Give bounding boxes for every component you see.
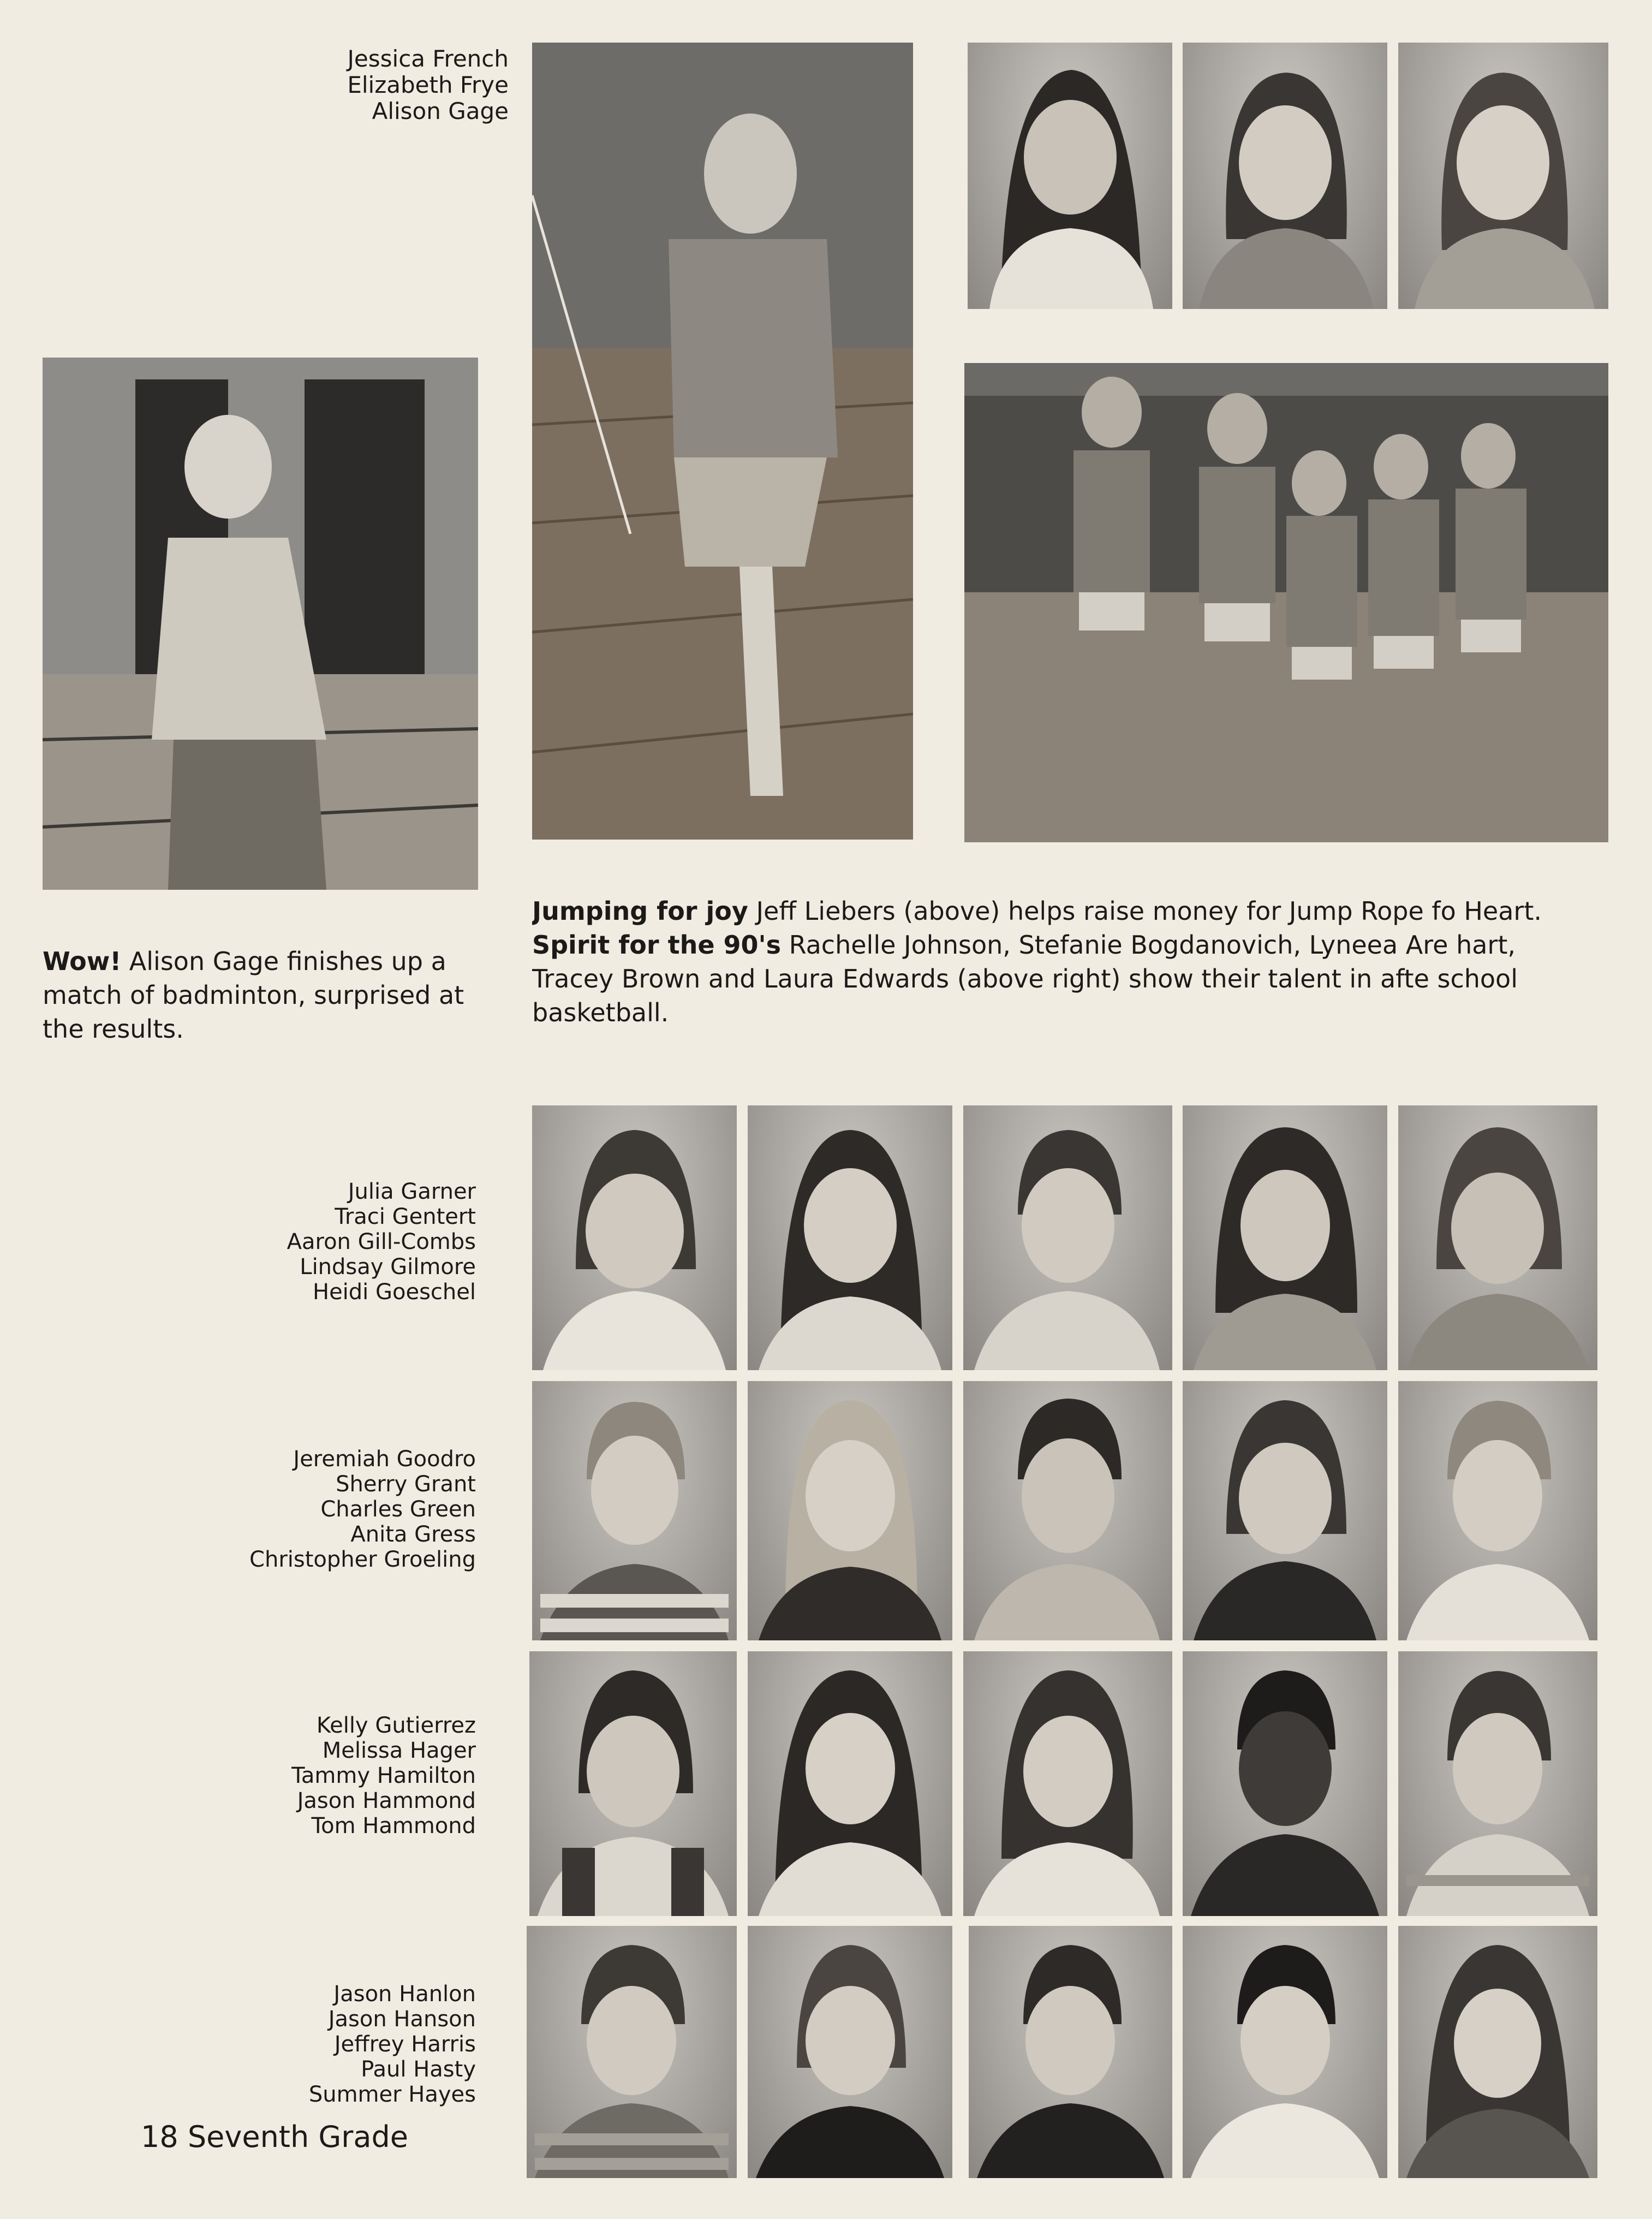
portrait-name: Anita Gress: [350, 1522, 476, 1547]
portrait-photo: [1183, 1651, 1387, 1916]
portrait-name: Heidi Goeschel: [312, 1280, 476, 1305]
portrait-name: Traci Gentert: [335, 1204, 476, 1229]
portrait-name: Christopher Groeling: [249, 1547, 476, 1572]
portrait-name: Alison Gage: [372, 98, 509, 124]
caption-spirit-lead: Spirit for the 90's: [532, 930, 782, 960]
portrait-photo: [1398, 1105, 1597, 1370]
page-folio: [141, 2121, 408, 2153]
portrait-photo: [748, 1926, 952, 2178]
portrait-photo: [963, 1381, 1172, 1640]
portrait-name: Paul Hasty: [361, 2057, 476, 2082]
portrait-name: Elizabeth Frye: [347, 72, 509, 98]
caption-wow-lead: Wow!: [43, 947, 122, 976]
portrait-name: Jason Hanson: [328, 2007, 476, 2032]
portrait-photo: [1183, 1381, 1387, 1640]
portrait-name: Jessica French: [347, 45, 509, 72]
portrait-photo: [532, 1381, 737, 1640]
portrait-photo: [1183, 1105, 1387, 1370]
row-3-names: [207, 1713, 476, 1839]
portrait-name: Jeffrey Harris: [334, 2032, 476, 2057]
badminton-photo: [43, 358, 478, 890]
portrait-name: Summer Hayes: [308, 2082, 476, 2107]
caption-jump-text: Jeff Liebers (above) helps raise money for Jump Rope fo Heart.: [748, 896, 1542, 926]
portrait-photo: [748, 1651, 952, 1916]
portrait-photo-elizabeth-frye: [1183, 43, 1387, 309]
caption-jump-rope: [532, 894, 1597, 1030]
portrait-photo: [1398, 1381, 1597, 1640]
top-portrait-names: [306, 46, 509, 124]
portrait-name: Lindsay Gilmore: [300, 1254, 476, 1280]
caption-wow: [43, 944, 490, 1046]
portrait-name: Melissa Hager: [322, 1738, 476, 1763]
section-title: Seventh Grade: [187, 2120, 408, 2154]
portrait-name: Julia Garner: [348, 1179, 476, 1204]
portrait-name: Aaron Gill-Combs: [287, 1229, 476, 1254]
portrait-photo: [532, 1105, 737, 1370]
basketball-group-photo: [964, 363, 1608, 842]
portrait-photo: [748, 1381, 952, 1640]
portrait-name: Jason Hammond: [297, 1788, 476, 1813]
portrait-photo-alison-gage: [1398, 43, 1608, 309]
portrait-photo: [963, 1651, 1172, 1916]
portrait-name: Tom Hammond: [311, 1813, 476, 1839]
jump-rope-photo: [532, 43, 913, 840]
portrait-photo: [527, 1926, 737, 2178]
portrait-name: Tammy Hamilton: [291, 1763, 476, 1788]
portrait-name: Sherry Grant: [336, 1472, 476, 1497]
portrait-photo: [963, 1105, 1172, 1370]
portrait-photo: [1398, 1926, 1597, 2178]
portrait-photo: [748, 1105, 952, 1370]
caption-spirit-text: Rachelle Johnson, Stefanie Bogdanovich, Lyneea Are hart, Tracey Brown and Laura Edwards (above right) show their talent in afte school basketball.: [532, 930, 1518, 1027]
caption-jump-lead: Jumping for joy: [532, 896, 748, 926]
row-2-names: [207, 1447, 476, 1572]
portrait-photo: [969, 1926, 1172, 2178]
row-1-names: [207, 1179, 476, 1305]
portrait-name: Kelly Gutierrez: [316, 1713, 476, 1738]
portrait-photo: [529, 1651, 737, 1916]
portrait-name: Jeremiah Goodro: [293, 1447, 476, 1472]
portrait-photo: [1398, 1651, 1597, 1916]
portrait-name: Charles Green: [320, 1497, 476, 1522]
caption-wow-text: Alison Gage finishes up a match of badminton, surprised at the results.: [43, 947, 464, 1044]
row-4-names: [207, 1982, 476, 2107]
portrait-photo: [1183, 1926, 1387, 2178]
portrait-name: Jason Hanlon: [333, 1982, 476, 2007]
page-number: 18: [141, 2120, 178, 2154]
portrait-photo-jessica-french: [968, 43, 1172, 309]
